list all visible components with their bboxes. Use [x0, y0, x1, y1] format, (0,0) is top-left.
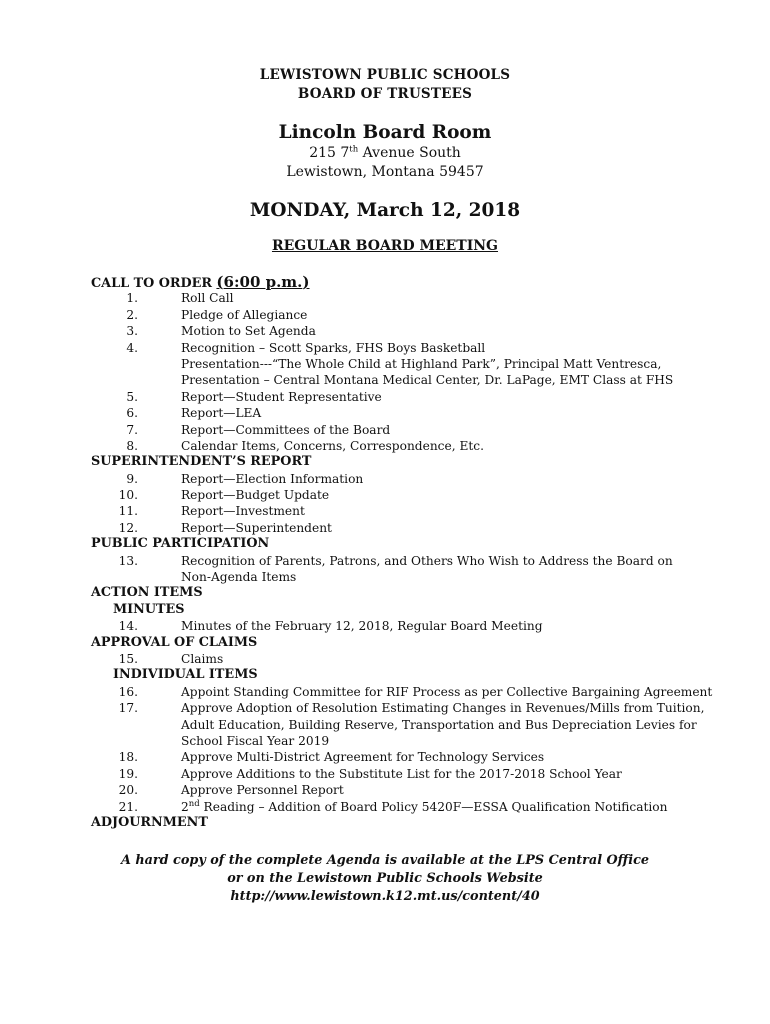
- org-name: LEWISTOWN PUBLIC SCHOOLS: [259, 67, 511, 83]
- agenda-item: 9. Report—Election Information: [126, 471, 364, 486]
- agenda-item: 5. Report—Student Representative: [126, 389, 382, 404]
- section-action-items: ACTION ITEMS: [91, 585, 203, 601]
- agenda-item: 18. Approve Multi-District Agreement for Technology Services: [118, 750, 545, 765]
- agenda-item: 4. Recognition – Scott Sparks, FHS Boys Basketball: [126, 340, 486, 355]
- agenda-item: 13. Recognition of Parents, Patrons, and Others Who Wish to Address the Board on: [118, 553, 673, 568]
- agenda-item: 12. Report—Superintendent: [118, 520, 332, 535]
- agenda-item: 17. Approve Adoption of Resolution Estimating Changes in Revenues/Mills from Tuition,: [118, 701, 705, 716]
- agenda-item: 1. Roll Call: [126, 291, 234, 306]
- start-time: (6:00 p.m.): [216, 273, 310, 291]
- agenda-item-continuation: Non-Agenda Items: [181, 570, 297, 585]
- agenda-list: [0, 274, 770, 831]
- agenda-item-continuation: School Fiscal Year 2019: [181, 733, 330, 748]
- section-public-participation: PUBLIC PARTICIPATION: [91, 536, 270, 552]
- board-name: BOARD OF TRUSTEES: [297, 86, 473, 102]
- agenda-item: 15. Claims: [118, 651, 224, 666]
- city-address: Lewistown, Montana 59457: [286, 164, 484, 180]
- agenda-item-continuation: Adult Education, Building Reserve, Transportation and Bus Depreciation Levies for: [181, 717, 697, 732]
- subsection-minutes: MINUTES: [113, 601, 185, 617]
- subsection-individual-items: INDIVIDUAL ITEMS: [113, 667, 258, 683]
- footer-line: A hard copy of the complete Agenda is available at the LPS Central Office: [120, 853, 650, 868]
- agenda-item-continuation: Presentation---“The Whole Child at Highland Park”, Principal Matt Ventresca,: [181, 356, 662, 371]
- section-superintendent-report: SUPERINTENDENT’S REPORT: [91, 454, 312, 470]
- agenda-item: 2. Pledge of Allegiance: [126, 307, 308, 322]
- section-adjournment: ADJOURNMENT: [91, 814, 208, 830]
- agenda-item: 10. Report—Budget Update: [118, 488, 330, 503]
- meeting-type: REGULAR BOARD MEETING: [271, 238, 499, 254]
- agenda-item-continuation: Presentation – Central Montana Medical Center, Dr. LaPage, EMT Class at FHS: [181, 373, 674, 388]
- meeting-date: MONDAY, March 12, 2018: [249, 200, 521, 221]
- agenda-item: 16. Appoint Standing Committee for RIF Process as per Collective Bargaining Agreement: [118, 684, 713, 699]
- agenda-item: 11. Report—Investment: [118, 504, 305, 519]
- agenda-item: 8. Calendar Items, Concerns, Correspondence, Etc.: [126, 438, 484, 453]
- agenda-item: 6. Report—LEA: [126, 406, 262, 421]
- agenda-item-text: 2nd Reading – Addition of Board Policy 5420F—ESSA Qualification Notification: [181, 798, 668, 814]
- agenda-item: 21. 2nd Reading – Addition of Board Policy 5420F—ESSA Qualification Notification: [118, 798, 668, 814]
- section-call-to-order: CALL TO ORDER (6:00 p.m.): [91, 273, 310, 291]
- agenda-item: 3. Motion to Set Agenda: [126, 324, 316, 339]
- agenda-item: 20. Approve Personnel Report: [118, 783, 344, 798]
- footer-line: or on the Lewistown Public Schools Website: [227, 871, 543, 886]
- section-approval-of-claims: APPROVAL OF CLAIMS: [91, 634, 258, 650]
- street-address: 215 7th Avenue South: [309, 144, 461, 161]
- agenda-footer-note: [0, 852, 770, 906]
- agenda-item: 19. Approve Additions to the Substitute List for the 2017-2018 School Year: [118, 766, 622, 781]
- website-url: http://www.lewistown.k12.mt.us/content/40: [230, 889, 540, 904]
- meeting-location: Lincoln Board Room: [278, 122, 492, 143]
- agenda-item: 14. Minutes of the February 12, 2018, Regular Board Meeting: [118, 619, 543, 634]
- agenda-item: 7. Report—Committees of the Board: [126, 422, 391, 437]
